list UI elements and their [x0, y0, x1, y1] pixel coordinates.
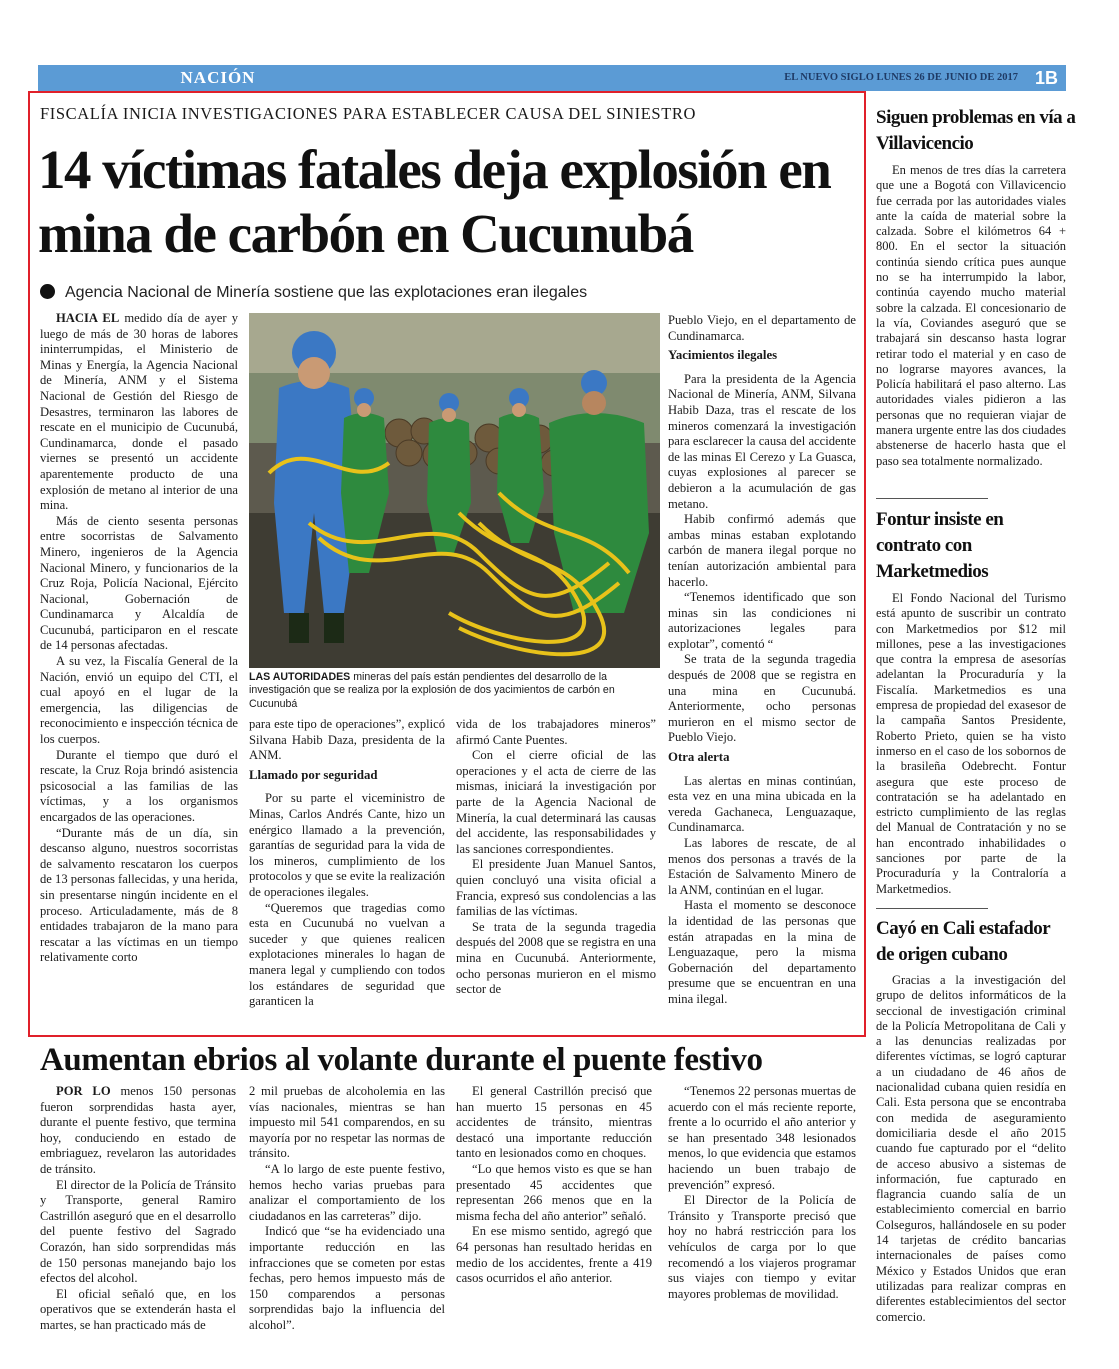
main-story-headline: 14 víctimas fatales deja explosión en mina de carbón en Cucunubá	[38, 139, 831, 264]
subheading: Yacimientos ilegales	[668, 348, 778, 363]
paragraph: “Durante más de un día, sin descanso alguno, nuestros socorristas de salvamento rescataron los cuerpos de 13 personas fallecidas, y una herida, sin presentarse ningún incidente en el proceso. Articuladamente, más de 8 entidades trabajaron de la mano para rescatar a las víctimas en un tiempo relativamente corto	[40, 825, 238, 965]
paragraph: Las labores de rescate, de al menos dos personas a través de la Estación de Salvamento Minero de la ANM, continúan en el lugar.	[668, 836, 856, 897]
divider	[876, 498, 988, 499]
main-story-column-1	[40, 311, 238, 966]
main-story-column-4	[668, 313, 856, 1008]
paragraph: Durante el tiempo que duró el rescate, la Cruz Roja brindó asistencia psicosocial a las familias de las víctimas, y a los organismos encargados de las operaciones.	[40, 747, 238, 824]
story-2-column-1	[40, 1084, 236, 1334]
paragraph: Hasta el momento se desconoce la identidad de las personas que están atrapadas en la mina de Lenguazaque, pero la misma Gobernación del departamento presume que se encuentran en una mina ilegal.	[668, 898, 856, 1006]
section-name: NACIÓN	[180, 68, 256, 87]
paragraph: El Director de la Policía de Tránsito y Transporte precisó que hoy no habrá restricción para los vehículos de carga por lo que recomendó a los viajeros programar sus viajes con tiempo y evitar mayores problemas de movilidad.	[668, 1193, 856, 1301]
main-story-column-2	[249, 717, 445, 1010]
story-2-column-2	[249, 1084, 445, 1334]
main-story-column-3	[456, 717, 656, 998]
paragraph: El Fondo Nacional del Turismo está apunto de suscribir un contrato con Marketmedios por $12 mil millones, pese a las investigaciones que contra la empresa de asesorías adelantan la Procuraduría y la Fiscalía. Marketmedios es una empresa de propiedad del exasesor de la campaña Santos Presidente, Roberto Prieto, quien se ha visto inmerso en el caso de los sobornos de la brasileña Odebrecht. Fontur asegura que este proceso de contratación se ha adelantado en estricto cumplimiento de las reglas del Manual de Contratación y no se han encontrado inhabilidades o sanciones por parte de la Procuraduría y la Contraloría a Marketmedios.	[876, 591, 1066, 896]
paragraph: A su vez, la Fiscalía General de la Nación, envió un equipo del CTI, el cual apoyó en el lugar de la emergencia, las diligencias de reconocimiento e inspección técnica de los cuerpos.	[40, 654, 238, 747]
paragraph: 2 mil pruebas de alcoholemia en las vías nacionales, mientras se han impuesto mil 541 comparendos, en su mayoría por no respetar las normas de tránsito.	[249, 1084, 445, 1161]
paragraph: Con el cierre oficial de las operaciones y el acta de cierre de las mismas, iniciará la investigación por parte de la Agencia Nacional de Minería, la cual determinará las causas del accidente, las responsabilidades y las sanciones correspondientes.	[456, 748, 656, 856]
paragraph: El general Castrillón precisó que han muerto 15 personas en 45 accidentes de tránsito, mientras destacó una importante reducción tanto en lesionados como en choques.	[456, 1084, 652, 1161]
sidebar-story-3-body	[876, 973, 1066, 1325]
paragraph: Por su parte el viceministro de Minas, Carlos Andrés Cante, hizo un enérgico llamado a la prevención, garantías de seguridad para la vida de los mineros, cumplimiento de los protocolos y que se evite la realización de operaciones ilegales.	[249, 791, 445, 899]
paragraph: “Tenemos identificado que son minas sin las condiciones ni autorizaciones legales para explotar”, comentó “	[668, 590, 856, 651]
bullet-icon	[40, 284, 55, 299]
main-story-kicker: FISCALÍA INICIA INVESTIGACIONES PARA ESTABLECER CAUSA DEL SINIESTRO	[40, 104, 696, 123]
subheading: Otra alerta	[668, 750, 730, 765]
sidebar-story-3-title: Cayó en Cali estafador de origen cubano	[876, 918, 1050, 965]
main-story-subhead	[40, 284, 860, 302]
sidebar-story-2-body	[876, 591, 1066, 897]
paragraph: En menos de tres días la carretera que une a Bogotá con Villavicencio fue cerrada por las autoridades viales ante la caída de material sobre la calzada. Sobre el kilómetros 64 + 800. En el sector la situación continúa siendo crítica pues aunque no se ha interrumpido la labor, continúa cayendo mucho material sobre la calzada. El concesionario de la vía, Coviandes aseguró que se trabajará sin descanso hasta lograr retirar todo el material y en caso de no lograrse mayores avances, la Policía habilitará el paso alterno. Las autoridades viales pidieron a las personas que no requieran viajar de manera urgente entre las dos ciudades abstenerse de hacerlo hasta que el paso sea totalmente normalizado.	[876, 163, 1066, 468]
newspaper-date: EL NUEVO SIGLO LUNES 26 DE JUNIO DE 2017	[784, 72, 1018, 83]
page-number: 1B	[1034, 68, 1058, 88]
paragraph: Pueblo Viejo, en el departamento de Cundinamarca.	[668, 313, 856, 343]
paragraph: Para la presidenta de la Agencia Nacional de Minería, ANM, Silvana Habib Daza, tras el rescate de los mineros comenzará la investigación para esclarecer la causa del accidente de las minas El Cerezo y La Guasca, cuyas explosiones al parecer se debieron a la acumulación de gas metano.	[668, 371, 856, 511]
paragraph: “Tenemos 22 personas muertas de acuerdo con el más reciente reporte, frente a lo ocurrido el año anterior y se han presentado 348 lesionados menos, lo que evidencia que estamos haciendo un buen trabajo de prevención” expresó.	[668, 1084, 856, 1192]
story-2-column-4	[668, 1084, 856, 1302]
paragraph: Gracias a la investigación del grupo de delitos informáticos de la seccional de investigación criminal de la Policía Metropolitana de Cali y a las denuncias realizadas por diferentes víctimas, se logró capturar a un ciudadano de 46 años de nacionalidad cubana quien residía en Cali. Esta persona que se encontraba con medida de aseguramiento domiciliaria desde el año 2015 cuando fue capturado por el “delito de acceso abusivo a sistemas de información, fue capturado en flagrancia cuando salía de un establecimiento comercial en barrio Colseguros, hallándosele en su poder 14 tarjetas de crédito bancarias internacionales de países como México y Estados Unidos que eran utilizadas para realizar compras en diferentes establecimientos del sector comercio.	[876, 973, 1066, 1324]
caption-lead: LAS AUTORIDADES	[249, 671, 351, 683]
miners-photo-illustration	[249, 313, 660, 668]
paragraph: Las alertas en minas continúan, esta vez en una mina ubicada en la vereda Gachaneca, Lenguazaque, Cundinamarca.	[668, 773, 856, 835]
paragraph: “Queremos que tragedias como esta en Cucunubá no vuelvan a suceder y que quienes realicen explotaciones minerales lo hagan de manera legal y cumpliendo con todos los estándares de seguridad que garanticen la	[249, 900, 445, 1009]
sidebar-story-1-body	[876, 163, 1066, 469]
section-header-bar	[38, 65, 1066, 91]
paragraph: vida de los trabajadores mineros” afirmó Cante Puentes.	[456, 717, 656, 747]
lead-in: POR LO	[56, 1084, 111, 1098]
paragraph: Indicó que “se ha evidenciado una importante reducción en las infracciones que se cometen por estas fechas, pero hemos impuesto más de 150 comparendos a personas sorprendidas bajo la influencia del alcohol”.	[249, 1224, 445, 1332]
sidebar-story-2-title: Fontur insiste en contrato con Marketmedios	[876, 509, 1004, 582]
paragraph: “Lo que hemos visto es que se han presentado 45 accidentes que representan 266 menos que en la misma fecha del año anterior” señaló.	[456, 1161, 652, 1223]
paragraph: Se trata de la segunda tragedia después del 2008 que se registra en una mina en Cucunubá. Anteriormente, ocho personas murieron en el mismo sector de	[456, 919, 656, 997]
divider	[876, 908, 988, 909]
lead-in: HACIA EL	[56, 311, 120, 325]
subhead-text: Agencia Nacional de Minería sostiene que las explotaciones eran ilegales	[65, 284, 588, 301]
subheading: Llamado por seguridad	[249, 767, 378, 782]
paragraph: Habib confirmó además que ambas minas estaban explotando carbón de manera ilegal porque no tenían autorización ambiental para hacerlo.	[668, 512, 856, 589]
caption-text: mineras del país están pendientes del desarrollo de la investigación que se realiza por la explosión de dos yacimientos de carbón en Cucunubá	[249, 671, 615, 710]
paragraph: Más de ciento sesenta personas entre socorristas de Salvamento Minero, ingenieros de la Agencia Nacional Minero, y funcionarios de la Cruz Roja, Policía Nacional, Ejército Nacional, Gobernación de Cundinamarca y Alcaldía de Cucunubá, participaron en el rescate de 14 personas afectadas.	[40, 513, 238, 653]
miners-photo	[249, 313, 660, 668]
paragraph: medido día de ayer y luego de más de 30 horas de labores ininterrumpidas, el Ministerio de Minas y Energía, la Agencia Nacional de Minería, ANM y el Sistema Nacional de Gestión del Riesgo de Desastres, terminaron las labores de rescate en el municipio de Cucunubá, Cundinamarca, donde el pasado viernes se presentó un accidente aparentemente producto de una explosión de metano al interior de una mina.	[40, 311, 238, 513]
paragraph: menos 150 personas fueron sorprendidas hasta ayer, durante el puente festivo, que termina hoy, conduciendo en estado de embriaguez, revelaron las autoridades de tránsito.	[40, 1084, 236, 1176]
paragraph: El director de la Policía de Tránsito y Transporte, general Ramiro Castrillón aseguró que en el desarrollo del puente festivo del Sagrado Corazón, han sido sorprendidas más de 150 personas manejando bajo los efectos del alcohol.	[40, 1177, 236, 1286]
paragraph: En ese mismo sentido, agregó que 64 personas han resultado heridas en medio de los accidentes, frente a 419 casos ocurridos el año anterior.	[456, 1224, 652, 1286]
paragraph: “A lo largo de este puente festivo, hemos hecho varias pruebas para analizar el comportamiento de los ciudadanos en las carreteras” dijo.	[249, 1161, 445, 1223]
paragraph: El oficial señaló que, en los operativos que se extenderán hasta el martes, se han practicado más de	[40, 1286, 236, 1332]
paragraph: Se trata de la segunda tragedia después de 2008 que se registra en una mina en Cucunubá. Anteriormente, ocho personas murieron en el mismo sector de Pueblo Viejo.	[668, 652, 856, 745]
sidebar-story-1-title: Siguen problemas en vía a Villavicencio	[876, 107, 1076, 154]
paragraph: para este tipo de operaciones”, explicó Silvana Habib Daza, presidenta de la ANM.	[249, 717, 445, 763]
story-2-headline: Aumentan ebrios al volante durante el puente festivo	[40, 1042, 763, 1078]
story-2-column-3	[456, 1084, 652, 1287]
photo-caption	[249, 671, 660, 711]
paragraph: El presidente Juan Manuel Santos, quien concluyó una visita oficial a Francia, expresó sus condolencias a las familias de las víctimas.	[456, 857, 656, 919]
